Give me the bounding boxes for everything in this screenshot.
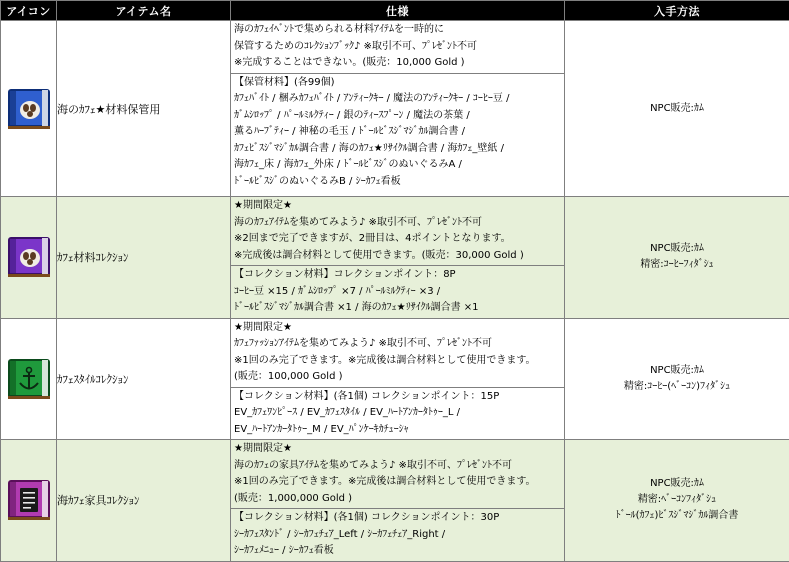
- spec-line: ※1回のみ完了できます。※完成後は調合材料として使用できます。: [234, 474, 562, 491]
- spec-line: ｶﾌｪﾋﾞｽｼﾞﾏｼﾞｶﾙ調合書 / 海のｶﾌｪ★ﾘｻｲｸﾙ調合書 / 海ｶﾌｪ_壁紙 /: [234, 141, 562, 158]
- method-cell: [565, 318, 789, 440]
- blue-book-coffee-icon: [6, 86, 52, 132]
- spec-line: (販売：1,000,000 Gold ): [234, 491, 562, 508]
- item-name: ｶﾌｪ材料ｺﾚｸｼｮﾝ: [57, 197, 231, 319]
- table-row: [1, 440, 789, 562]
- spec-line: 海のｶﾌｪｱｲﾃﾑを集めてみよう♪ ※取引不可、ﾌﾟﾚｾﾞﾝﾄ不可: [234, 215, 562, 232]
- spec-materials: [231, 73, 564, 192]
- purple-book-coffee-icon: [6, 234, 52, 280]
- spec-description: [231, 21, 564, 73]
- method-cell: [565, 440, 789, 562]
- spec-cell: [231, 21, 565, 197]
- spec-line: ★期間限定★: [234, 441, 562, 458]
- spec-line: ｺｰﾋｰ豆 ×15 / ｶﾞﾑｼﾛｯﾌﾟ ×7 / ﾊﾟｰﾙﾐﾙｸﾃｨｰ ×3 /: [234, 284, 562, 301]
- spec-line: ※1回のみ完了できます。※完成後は調合材料として使用できます。: [234, 353, 562, 370]
- item-name: 海のｶﾌｪ★材料保管用: [57, 21, 231, 197]
- method-line: NPC販売:ｶﾑ: [565, 476, 789, 492]
- spec-line: 【保管材料】(各99個): [234, 75, 562, 92]
- header-spec: 仕様: [231, 1, 565, 21]
- spec-line: EV_ｶﾌｪﾜﾝﾋﾟｰｽ / EV_ｶﾌｪｽﾀｲﾙ / EV_ﾊｰﾄｱﾝｶｰﾀﾄｩｰ_L /: [234, 405, 562, 422]
- purple-book-menu-icon: [6, 477, 52, 523]
- item-name: ｶﾌｪｽﾀｲﾙｺﾚｸｼｮﾝ: [57, 318, 231, 440]
- spec-line: ｶﾞﾑｼﾛｯﾌﾟ / ﾊﾟｰﾙﾐﾙｸﾃｨｰ / 銀のﾃｨｰｽﾌﾟｰﾝ / 魔法の茶葉 /: [234, 108, 562, 125]
- spec-line: 【コレクション材料】(各1個) コレクションポイント：15P: [234, 389, 562, 406]
- spec-line: ｶﾌｪﾊﾞｲﾄ / 梱みｶﾌｪﾊﾞｲﾄ / ｱﾝﾃｨｰｸｷｰ / 魔法のｱﾝﾃｨｰｸｷｰ / ｺｰﾋｰ豆 /: [234, 91, 562, 108]
- table-row: [1, 318, 789, 440]
- method-line: 精密:ﾍﾞｰｺﾝﾌｨﾀﾞｼｭ: [565, 492, 789, 508]
- spec-line: 海のｶﾌｪの家具ｱｲﾃﾑを集めてみよう♪ ※取引不可、ﾌﾟﾚｾﾞﾝﾄ不可: [234, 458, 562, 475]
- spec-line: (販売：100,000 Gold ): [234, 369, 562, 386]
- spec-line: EV_ﾊｰﾄｱﾝｶｰﾀﾄｩｰ_M / EV_ﾊﾟﾝｹｰｷｶﾁｭｰｼｬ: [234, 422, 562, 439]
- method-cell: [565, 21, 789, 197]
- spec-line: 海ｶﾌｪ_床 / 海ｶﾌｪ_外床 / ﾄﾞｰﾙﾋﾞｽｼﾞのぬいぐるみA /: [234, 157, 562, 174]
- spec-line: ｼｰｶﾌｪﾒﾆｭｰ / ｼｰｶﾌｪ看板: [234, 543, 562, 560]
- spec-materials: [231, 508, 564, 561]
- header-icon: アイコン: [1, 1, 57, 21]
- spec-line: 【コレクション材料】(各1個) コレクションポイント：30P: [234, 510, 562, 527]
- header-method: 入手方法: [565, 1, 789, 21]
- spec-materials: [231, 265, 564, 318]
- spec-line: ※完成後は調合材料として使用できます。(販売：30,000 Gold ): [234, 248, 562, 265]
- icon-cell: [1, 197, 57, 319]
- green-book-anchor-icon: [6, 356, 52, 402]
- spec-materials: [231, 387, 564, 440]
- method-line: NPC販売:ｶﾑ: [565, 363, 789, 379]
- spec-line: ﾄﾞｰﾙﾋﾞｽｼﾞのぬいぐるみB / ｼｰｶﾌｪ看板: [234, 174, 562, 191]
- method-line: ﾄﾞｰﾙ(ｶﾌｪ)ﾋﾞｽｼﾞﾏｼﾞｶﾙ調合書: [565, 508, 789, 524]
- item-name: 海ｶﾌｪ家具ｺﾚｸｼｮﾝ: [57, 440, 231, 562]
- icon-cell: [1, 440, 57, 562]
- method-cell: [565, 197, 789, 319]
- spec-line: ﾄﾞｰﾙﾋﾞｽｼﾞﾏｼﾞｶﾙ調合書 ×1 / 海のｶﾌｪ★ﾘｻｲｸﾙ調合書 ×1: [234, 300, 562, 317]
- table-row: [1, 197, 789, 319]
- spec-line: 海のｶﾌｪｲﾍﾞﾝﾄで集められる材料ｱｲﾃﾑを一時的に: [234, 22, 562, 39]
- spec-line: ※完成することはできない。(販売：10,000 Gold ): [234, 55, 562, 72]
- spec-description: [231, 319, 564, 387]
- header-row: [1, 1, 789, 21]
- spec-line: ｼｰｶﾌｪｽﾀﾝﾄﾞ / ｼｰｶﾌｪﾁｪｱ_Left / ｼｰｶﾌｪﾁｪｱ_Right /: [234, 527, 562, 544]
- spec-line: 【コレクション材料】コレクションポイント：8P: [234, 267, 562, 284]
- method-line: 精密:ｺｰﾋｰ(ﾍﾞｰｺﾝ)ﾌｨﾀﾞｼｭ: [565, 379, 789, 395]
- spec-description: [231, 197, 564, 265]
- spec-cell: [231, 197, 565, 319]
- spec-line: ★期間限定★: [234, 198, 562, 215]
- spec-cell: [231, 318, 565, 440]
- icon-cell: [1, 21, 57, 197]
- method-line: NPC販売:ｶﾑ: [565, 241, 789, 257]
- table-row: [1, 21, 789, 197]
- spec-line: 保管するためのｺﾚｸｼｮﾝﾌﾞｯｸ♪ ※取引不可、ﾌﾟﾚｾﾞﾝﾄ不可: [234, 39, 562, 56]
- spec-line: ★期間限定★: [234, 320, 562, 337]
- spec-cell: [231, 440, 565, 562]
- spec-line: ｶﾌｪﾌｧｯｼｮﾝｱｲﾃﾑを集めてみよう♪ ※取引不可、ﾌﾟﾚｾﾞﾝﾄ不可: [234, 336, 562, 353]
- spec-line: 薫るﾊｰﾌﾞﾃｨｰ / 神秘の毛玉 / ﾄﾞｰﾙﾋﾞｽｼﾞﾏｼﾞｶﾙ調合書 /: [234, 124, 562, 141]
- spec-description: [231, 440, 564, 508]
- header-item-name: アイテム名: [57, 1, 231, 21]
- icon-cell: [1, 318, 57, 440]
- method-line: NPC販売:ｶﾑ: [565, 101, 789, 117]
- method-line: 精密:ｺｰﾋｰﾌｨﾀﾞｼｭ: [565, 257, 789, 273]
- spec-line: ※2回まで完了できますが、2冊目は、4ポイントとなります。: [234, 231, 562, 248]
